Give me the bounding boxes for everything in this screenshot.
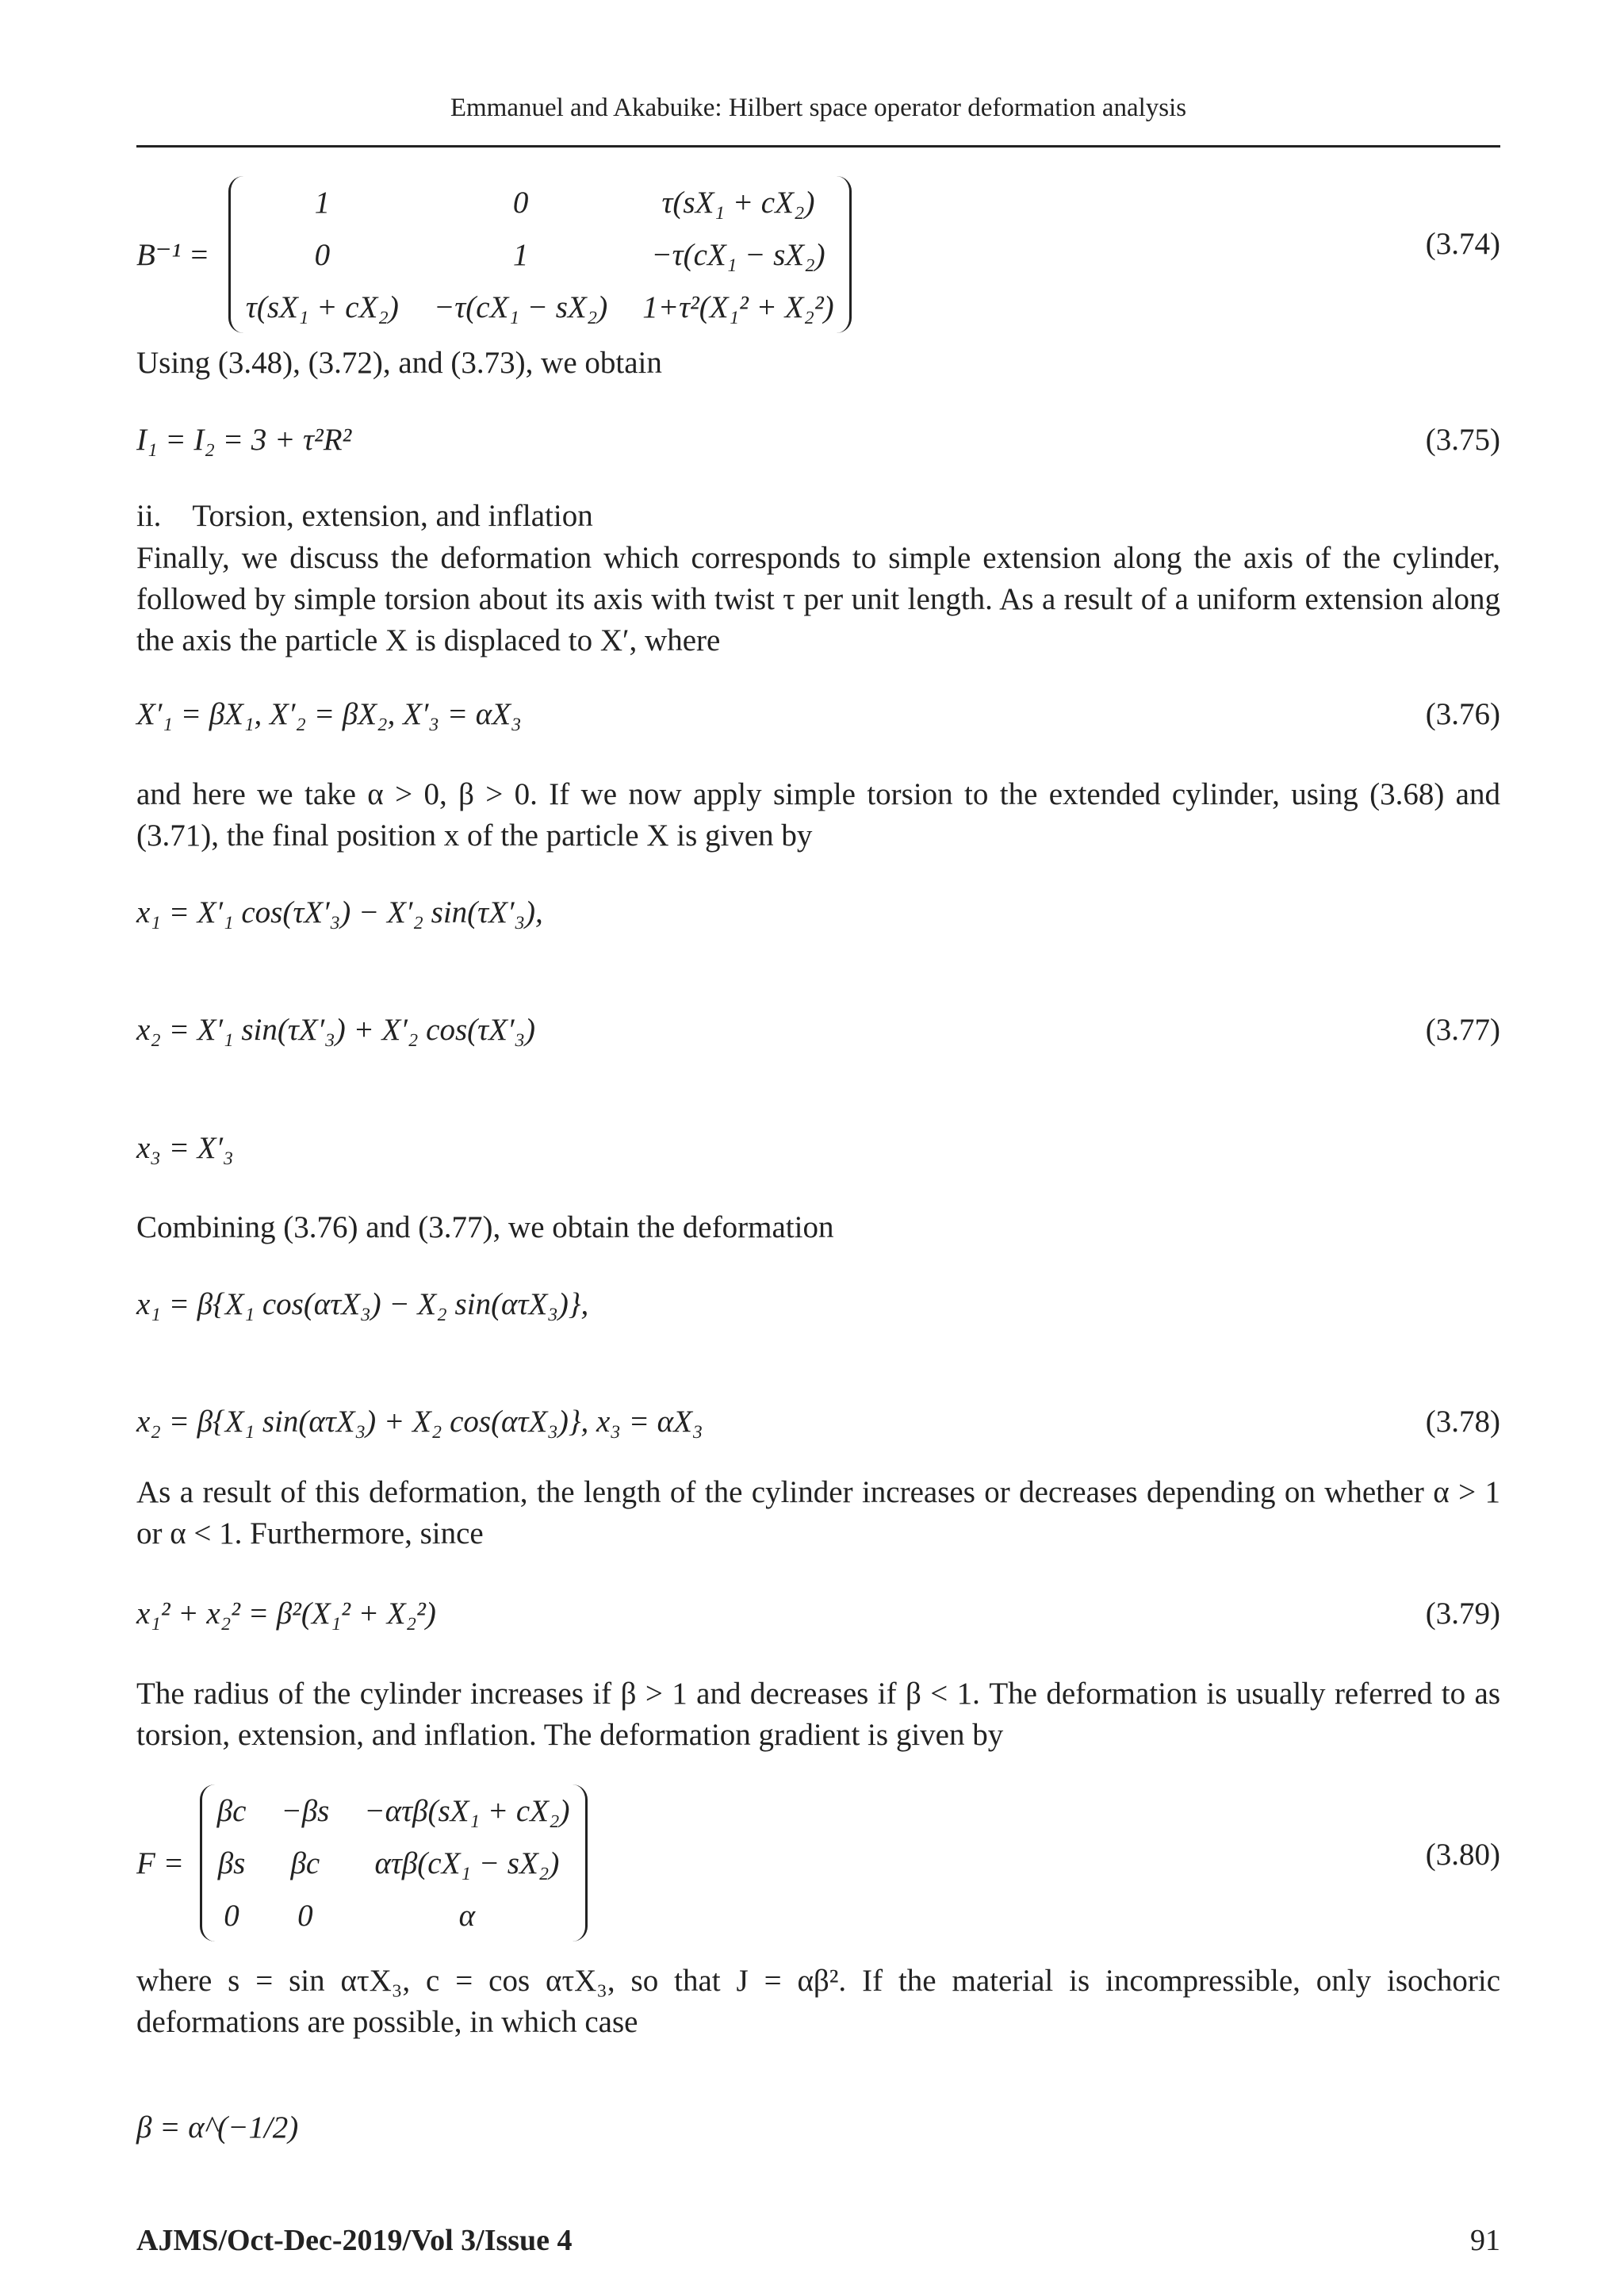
equation-number: (3.75) xyxy=(1425,423,1500,457)
matrix-deformation-gradient xyxy=(200,1784,588,1941)
matrix-cell: ατβ(cX₁ − sX₂) xyxy=(374,1846,560,1880)
equation-3-74 xyxy=(136,176,852,333)
matrix-cell: τ(sX₁ + cX₂) xyxy=(245,289,399,324)
equation-number: (3.79) xyxy=(1425,1596,1500,1631)
equation-number: (3.80) xyxy=(1425,1838,1500,1872)
paragraph-finally: Finally, we discuss the deformation which corresponds to simple extension along the axis of the cylinder, followed by simple torsion about its axis with twist τ per unit length. As a result of a uniform extension along the axis the particle X is displaced to X′, where xyxy=(136,541,1500,657)
matrix-cell: 0 xyxy=(512,185,529,220)
paragraph-result: As a result of this deformation, the length of the cylinder increases or decreases depending on whether α > 1 or α < 1. Furthermore, since xyxy=(136,1475,1500,1550)
header-rule xyxy=(136,145,1500,148)
equation-lhs: F = xyxy=(136,1846,184,1880)
equation-3-79: x₁² + x₂² = β²(X₁² + X₂²) xyxy=(136,1596,436,1631)
matrix-cell: 1 xyxy=(512,237,529,272)
equation-number: (3.78) xyxy=(1425,1405,1500,1439)
matrix-cell: 0 xyxy=(224,1898,239,1933)
matrix-cell: βc xyxy=(216,1793,247,1828)
equation-number: (3.74) xyxy=(1425,227,1500,261)
paragraph-where: where s = sin ατX₃, c = cos ατX₃, so that J = αβ². If the material is incompressible, only isochoric deformations are possible, in which case xyxy=(136,1964,1500,2039)
equation-lhs: B⁻¹ = xyxy=(136,237,210,272)
matrix-cell: −τ(cX₁ − sX₂) xyxy=(433,289,608,324)
footer-journal: AJMS/Oct-Dec-2019/Vol 3/Issue 4 xyxy=(136,2224,573,2257)
matrix-cell: βs xyxy=(217,1846,246,1880)
matrix-cell: 0 xyxy=(314,237,331,272)
text-combining: Combining (3.76) and (3.77), we obtain the deformation xyxy=(136,1210,834,1244)
equation-3-76: X′₁ = βX₁, X′₂ = βX₂, X′₃ = αX₃ xyxy=(136,697,522,731)
section-heading: ii. Torsion, extension, and inflation xyxy=(136,499,593,533)
page-number: 91 xyxy=(1470,2224,1500,2257)
equation-3-77-line3: x₃ = X′₃ xyxy=(136,1131,234,1165)
matrix-cell: 1+τ²(X₁² + X₂²) xyxy=(642,289,834,324)
equation-3-77-line2: x₂ = X′₁ sin(τX′₃) + X′₂ cos(τX′₃) xyxy=(136,1013,536,1047)
running-header: Emmanuel and Akabuike: Hilbert space operator deformation analysis xyxy=(450,94,1187,122)
matrix-cell: 0 xyxy=(297,1898,313,1933)
matrix-b-inverse xyxy=(228,176,852,333)
matrix-cell: τ(sX₁ + cX₂) xyxy=(661,185,815,220)
equation-beta: β = α^(−1/2) xyxy=(136,2110,299,2145)
matrix-cell: −ατβ(sX₁ + cX₂) xyxy=(364,1793,570,1828)
paragraph-radius: The radius of the cylinder increases if β > 1 and decreases if β < 1. The deformation is usually referred to as torsion, extension, and inflation. The deformation gradient is given by xyxy=(136,1677,1500,1752)
matrix-cell: −τ(cX₁ − sX₂) xyxy=(651,237,825,272)
matrix-cell: −βs xyxy=(281,1793,330,1828)
equation-3-78-line1: x₁ = β{X₁ cos(ατX₃) − X₂ sin(ατX₃)}, xyxy=(136,1287,589,1321)
equation-number: (3.77) xyxy=(1425,1013,1500,1047)
matrix-cell: 1 xyxy=(314,185,331,220)
page xyxy=(136,0,1500,2296)
text-using: Using (3.48), (3.72), and (3.73), we obtain xyxy=(136,346,662,380)
equation-3-80 xyxy=(136,1784,588,1941)
matrix-cell: α xyxy=(458,1898,476,1933)
equation-3-75: I₁ = I₂ = 3 + τ²R² xyxy=(136,423,352,457)
equation-3-77-line1: x₁ = X′₁ cos(τX′₃) − X′₂ sin(τX′₃), xyxy=(136,895,543,930)
equation-number: (3.76) xyxy=(1425,697,1500,731)
equation-3-78-line2: x₂ = β{X₁ sin(ατX₃) + X₂ cos(ατX₃)}, x₃ = αX₃ xyxy=(136,1405,703,1439)
paragraph-here: and here we take α > 0, β > 0. If we now apply simple torsion to the extended cylinder, using (3.68) and (3.71), the final position x of the particle X is given by xyxy=(136,777,1500,853)
matrix-cell: βc xyxy=(290,1846,320,1880)
